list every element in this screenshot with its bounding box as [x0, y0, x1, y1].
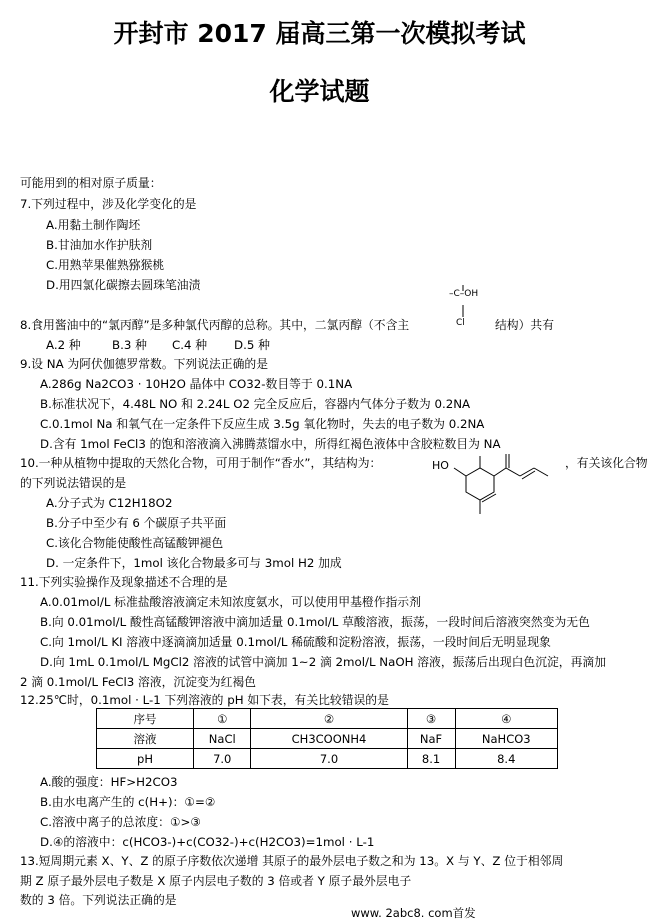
q11-option-c: C.向 1mol/L KI 溶液中逐滴滴加适量 0.1mol/L 稀硫酸和淀粉溶液，振荡，一段时间后无明显现象 — [40, 635, 551, 649]
q10-structure-diagram — [440, 450, 550, 518]
q12-option-c: C.溶液中离子的总浓度：①>③ — [40, 815, 201, 829]
q7-option-a: A.用黏土制作陶坯 — [46, 218, 141, 232]
q8-option-c: C.4 种 — [172, 338, 208, 352]
table-cell: NaHCO3 — [455, 729, 558, 749]
q9-option-b: B.标准状况下，4.48L NO 和 2.24L O2 完全反应后，容器内气体分子数为 0.2NA — [40, 397, 471, 411]
intro-line: 可能用到的相对原子质量： — [20, 176, 162, 190]
q7-option-d: D.用四氯化碳擦去圆珠笔油渍 — [46, 278, 201, 292]
table-cell: 8.1 — [407, 749, 455, 769]
q11-option-a: A.0.01mol/L 标准盐酸溶液滴定未知浓度氨水，可以使用甲基橙作指示剂 — [40, 595, 421, 609]
table-cell: ② — [251, 709, 407, 729]
table-cell: ④ — [455, 709, 558, 729]
table-row — [97, 729, 558, 749]
table-cell: NaCl — [194, 729, 251, 749]
q13-line1: 13.短周期元素 X、Y、Z 的原子序数依次递增 其原子的最外层电子数之和为 13。X 与 Y、Z 位于相邻周 — [20, 854, 564, 868]
q13-line3: 数的 3 倍。下列说法正确的是 — [20, 893, 177, 907]
q11-option-d-line1: D.向 1mL 0.1mol/L MgCl2 溶液的试管中滴加 1~2 滴 2mol/L NaOH 溶液，振荡后出现白色沉淀，再滴加 — [40, 655, 606, 669]
table-cell: NaF — [407, 729, 455, 749]
q12-stem: 12.25℃时，0.1mol · L-1 下列溶液的 pH 如下表，有关比较错误的是 — [20, 693, 389, 707]
q9-option-a: A.286g Na2CO3 · 10H2O 晶体中 CO32-数目等于 0.1NA — [40, 377, 353, 391]
q10-stem-tail: ，有关该化合物 — [565, 456, 648, 470]
footer-watermark: www. 2abc8. com首发 — [351, 906, 476, 920]
table-cell: ③ — [407, 709, 455, 729]
q12-option-d: D.④的溶液中：c(HCO3-)+c(CO32-)+c(H2CO3)=1mol · L-1 — [40, 835, 375, 849]
q10-option-b: B.分子中至少有 6 个碳原子共平面 — [46, 516, 227, 530]
q12-option-b: B.由水电离产生的 c(H+)：①=② — [40, 795, 216, 809]
table-cell: ① — [194, 709, 251, 729]
table-cell: 序号 — [97, 709, 194, 729]
q7-stem: 7.下列过程中，涉及化学变化的是 — [20, 197, 197, 211]
q7-option-b: B.甘油加水作护肤剂 — [46, 238, 153, 252]
q13-line2: 期 Z 原子最外层电子数是 X 原子内层电子数的 3 倍或者 Y 原子最外层电子 — [20, 874, 412, 888]
q8-structure-bottom: Cl — [456, 318, 465, 328]
q10-option-d: D. 一定条件下，1mol 该化合物最多可与 3mol H2 加成 — [46, 556, 342, 570]
q8-stem: 8.食用酱油中的“氯丙醇”是多种氯代丙醇的总称。其中，二氯丙醇（不含主 — [20, 318, 410, 332]
table-cell: pH — [97, 749, 194, 769]
q8-option-a: A.2 种 — [46, 338, 81, 352]
exam-subtitle: 化学试题 — [269, 77, 370, 106]
q8-option-b: B.3 种 — [112, 338, 147, 352]
exam-title: 开封市 2017 届高三第一次模拟考试 — [113, 19, 526, 48]
q11-option-d-line2: 2 滴 0.1mol/L FeCl3 溶液，沉淀变为红褐色 — [20, 675, 256, 689]
q11-stem: 11.下列实验操作及现象描述不合理的是 — [20, 575, 228, 589]
q12-option-a: A.酸的强度：HF>H2CO3 — [40, 775, 178, 789]
table-row — [97, 749, 558, 769]
table-cell: 8.4 — [455, 749, 558, 769]
q9-stem: 9.设 NA 为阿伏伽德罗常数。下列说法正确的是 — [20, 357, 268, 371]
q9-option-d: D.含有 1mol FeCl3 的饱和溶液滴入沸腾蒸馏水中，所得红褐色液体中含胶粒数目为 NA — [40, 437, 501, 451]
q10-stem-line2: 的下列说法错误的是 — [20, 476, 127, 490]
q10-stem: 10.一种从植物中提取的天然化合物，可用于制作“香水”，其结构为： — [20, 456, 382, 470]
table-cell: 溶液 — [97, 729, 194, 749]
table-cell: CH3COONH4 — [251, 729, 407, 749]
q10-structure-label: HO — [432, 459, 449, 472]
q10-option-c: C.该化合物能使酸性高锰酸钾褪色 — [46, 536, 224, 550]
q8-option-d: D.5 种 — [234, 338, 270, 352]
q8-structure-top: –C–OH — [449, 289, 479, 299]
q12-ph-table — [96, 708, 558, 769]
table-row — [97, 709, 558, 729]
table-cell: 7.0 — [251, 749, 407, 769]
q9-option-c: C.0.1mol Na 和氧气在一定条件下反应生成 3.5g 氧化物时，失去的电子数为 0.2NA — [40, 417, 485, 431]
q8-stem-tail: 结构）共有 — [495, 318, 554, 332]
q7-option-c: C.用熟苹果催熟猕猴桃 — [46, 258, 165, 272]
q11-option-b: B.向 0.01mol/L 酸性高锰酸钾溶液中滴加适量 0.1mol/L 草酸溶液，振荡，一段时间后溶液突然变为无色 — [40, 615, 590, 629]
table-cell: 7.0 — [194, 749, 251, 769]
q10-option-a: A.分子式为 C12H18O2 — [46, 496, 173, 510]
q8-structure-bonds — [457, 285, 469, 321]
